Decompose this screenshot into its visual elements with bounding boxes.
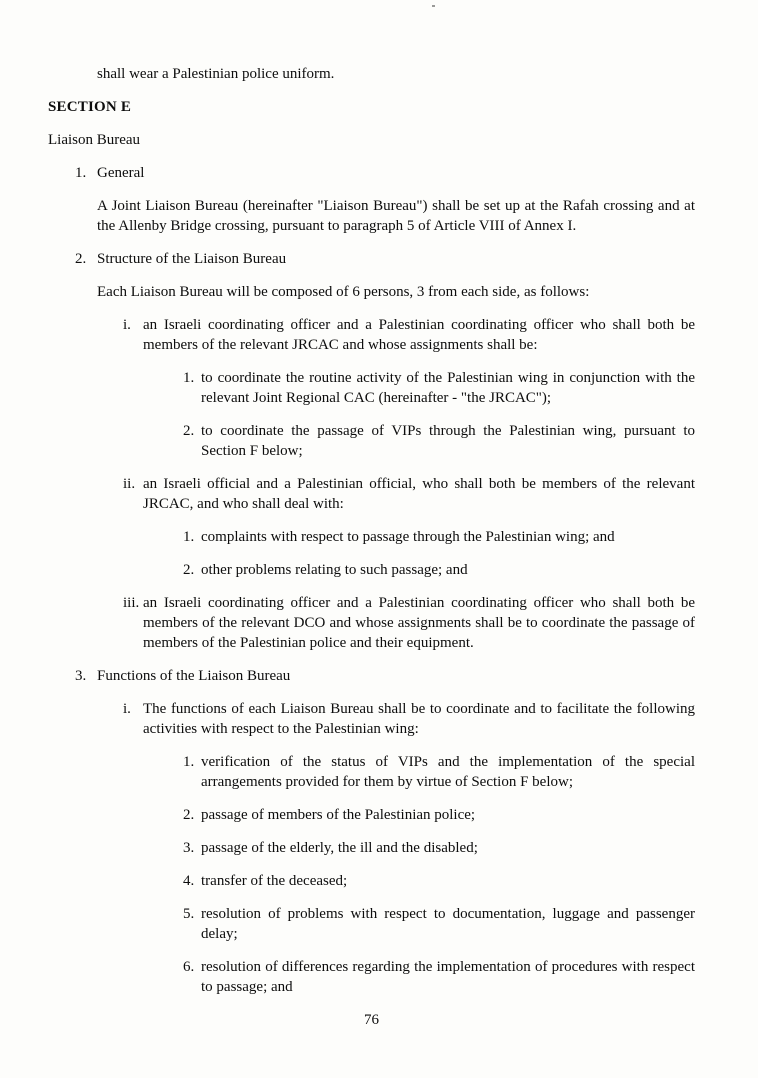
item-number: 6. (183, 959, 195, 975)
item-text: to coordinate the passage of VIPs through the Palestinian wing, pursuant to Section F below; (201, 423, 695, 459)
item-number: 5. (183, 906, 195, 922)
item-number: iii. (123, 595, 140, 611)
item-title: Structure of the Liaison Bureau (97, 251, 287, 267)
item-number: 2. (183, 807, 195, 823)
item-number: ii. (123, 476, 136, 492)
item-number: 1. (183, 370, 195, 386)
list-item (183, 752, 695, 792)
list-item (183, 368, 695, 408)
list-item (75, 249, 695, 269)
section-title: Liaison Bureau (48, 132, 141, 148)
list-item (183, 805, 695, 825)
list-item (123, 315, 695, 355)
item-number: 3. (75, 668, 87, 684)
list-item (123, 699, 695, 739)
item-text: an Israeli coordinating officer and a Palestinian coordinating officer who shall both be members of the relevant DCO and whose assignments shall be to coordinate the passage of members of the Palestinian police and their equipment. (143, 595, 695, 651)
item-text: resolution of problems with respect to documentation, luggage and passenger delay; (201, 906, 695, 942)
item-text: transfer of the deceased; (201, 873, 348, 889)
item-text: resolution of differences regarding the implementation of procedures with respect to passage; and (201, 959, 695, 995)
item-body: A Joint Liaison Bureau (hereinafter "Liaison Bureau") shall be set up at the Rafah crossing and at the Allenby Bridge crossing, pursuant to paragraph 5 of Article VIII of Annex I. (97, 198, 695, 234)
page-number: 76 (364, 1012, 379, 1028)
list-item (183, 871, 695, 891)
list-item (183, 838, 695, 858)
list-item (75, 163, 695, 183)
item-number: 2. (183, 423, 195, 439)
item-number: 2. (75, 251, 87, 267)
list-item (183, 421, 695, 461)
item-text: The functions of each Liaison Bureau shall be to coordinate and to facilitate the following activities with respect to the Palestinian wing: (143, 701, 695, 737)
list-item (183, 957, 695, 997)
list-item (75, 666, 695, 686)
list-item (183, 904, 695, 944)
item-number: 1. (183, 754, 195, 770)
list-item (183, 560, 695, 580)
list-item (123, 474, 695, 514)
item-text: an Israeli coordinating officer and a Palestinian coordinating officer who shall both be members of the relevant JRCAC and whose assignments shall be: (143, 317, 695, 353)
item-number: 1. (183, 529, 195, 545)
item-number: 2. (183, 562, 195, 578)
list-item (123, 593, 695, 653)
item-title: Functions of the Liaison Bureau (97, 668, 291, 684)
item-text: an Israeli official and a Palestinian official, who shall both be members of the relevant JRCAC, and who shall deal with: (143, 476, 695, 512)
list-item (183, 527, 695, 547)
item-text: to coordinate the routine activity of the Palestinian wing in conjunction with the relevant Joint Regional CAC (hereinafter - "the JRCAC"); (201, 370, 695, 406)
section-heading: SECTION E (48, 99, 132, 115)
item-text: passage of members of the Palestinian police; (201, 807, 476, 823)
item-number: 4. (183, 873, 195, 889)
item-number: i. (123, 701, 131, 717)
item-title: General (97, 165, 145, 181)
item-text: other problems relating to such passage; and (201, 562, 468, 578)
item-text: complaints with respect to passage through the Palestinian wing; and (201, 529, 615, 545)
item-text: passage of the elderly, the ill and the disabled; (201, 840, 478, 856)
item-number: 3. (183, 840, 195, 856)
item-body: Each Liaison Bureau will be composed of 6 persons, 3 from each side, as follows: (97, 284, 590, 300)
item-number: 1. (75, 165, 87, 181)
item-number: i. (123, 317, 131, 333)
continuation-paragraph: shall wear a Palestinian police uniform. (97, 66, 335, 82)
item-text: verification of the status of VIPs and the implementation of the special arrangements provided for them by virtue of Section F below; (201, 754, 695, 790)
scan-artifact (432, 5, 435, 7)
